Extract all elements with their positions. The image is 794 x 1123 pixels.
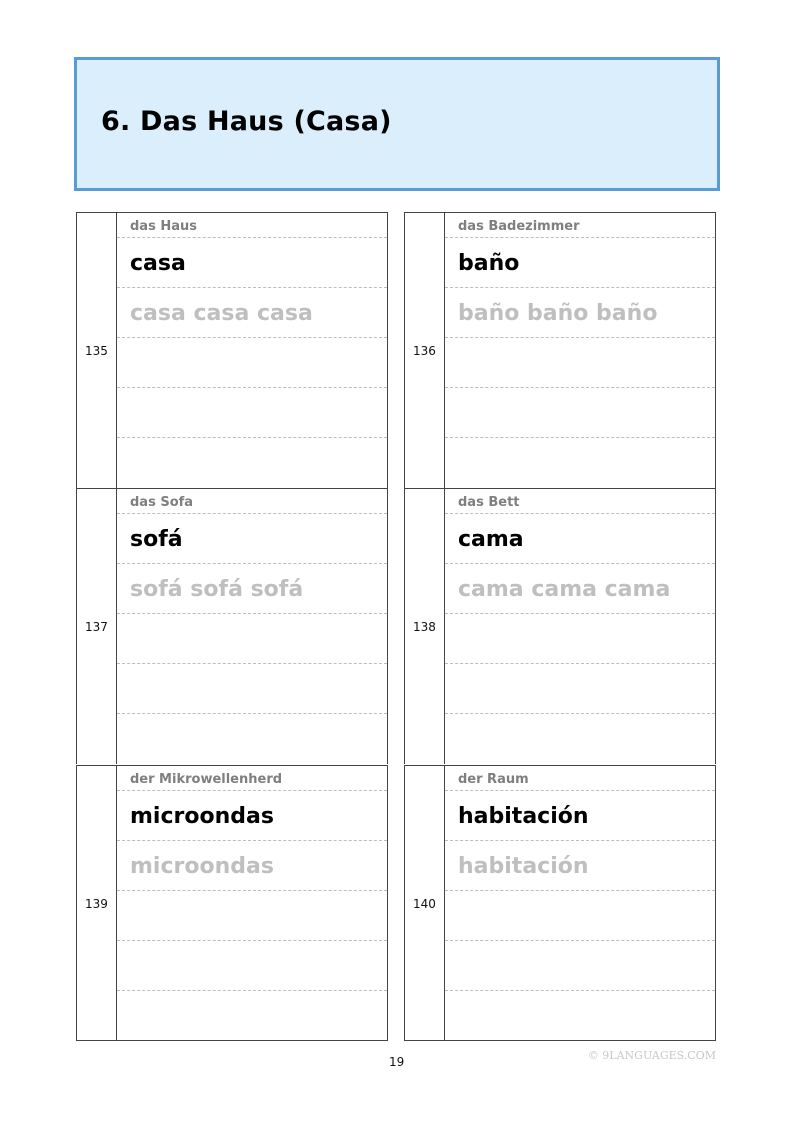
page-number: 19 xyxy=(389,1055,405,1069)
trace-row xyxy=(117,841,387,891)
entry-number-column xyxy=(77,766,117,1040)
practice-line xyxy=(445,614,715,664)
tracing-text: casa casa casa xyxy=(130,301,313,326)
german-meaning: der Mikrowellenherd xyxy=(130,772,283,787)
word-row xyxy=(445,791,715,841)
word-row xyxy=(445,238,715,288)
entry-number: 135 xyxy=(85,344,108,358)
german-meaning: das Haus xyxy=(130,219,197,234)
practice-line xyxy=(117,338,387,388)
spanish-word: baño xyxy=(458,251,520,276)
entry-number-column xyxy=(405,213,445,488)
practice-line xyxy=(117,664,387,714)
meaning-row xyxy=(117,489,387,514)
practice-line xyxy=(117,614,387,664)
tracing-text: microondas xyxy=(130,854,274,879)
vocab-card-139 xyxy=(76,765,388,1041)
writing-lines xyxy=(117,489,387,764)
practice-line xyxy=(117,941,387,991)
entry-number: 137 xyxy=(85,620,108,634)
practice-line xyxy=(445,991,715,1042)
writing-lines xyxy=(445,213,715,488)
entry-number-column xyxy=(405,766,445,1040)
spanish-word: casa xyxy=(130,251,186,276)
writing-lines xyxy=(117,766,387,1040)
german-meaning: der Raum xyxy=(458,772,529,787)
word-row xyxy=(117,791,387,841)
meaning-row xyxy=(445,213,715,238)
practice-line xyxy=(117,714,387,765)
vocab-card-137 xyxy=(76,488,388,764)
practice-line xyxy=(445,438,715,489)
chapter-title: 6. Das Haus (Casa) xyxy=(101,106,392,137)
entry-number-column xyxy=(77,213,117,488)
spanish-word: cama xyxy=(458,527,524,552)
entry-number: 138 xyxy=(413,620,436,634)
word-row xyxy=(445,514,715,564)
vocab-card-136 xyxy=(404,212,716,488)
trace-row xyxy=(445,841,715,891)
tracing-text: sofá sofá sofá xyxy=(130,577,304,602)
meaning-row xyxy=(445,489,715,514)
practice-line xyxy=(445,714,715,765)
vocab-card-135 xyxy=(76,212,388,488)
word-row xyxy=(117,238,387,288)
tracing-text: baño baño baño xyxy=(458,301,658,326)
chapter-title-box xyxy=(74,57,720,191)
entry-number: 136 xyxy=(413,344,436,358)
writing-lines xyxy=(445,489,715,764)
german-meaning: das Sofa xyxy=(130,495,194,510)
trace-row xyxy=(117,288,387,338)
meaning-row xyxy=(117,213,387,238)
vocab-card-138 xyxy=(404,488,716,764)
entry-number: 140 xyxy=(413,897,436,911)
writing-lines xyxy=(445,766,715,1040)
tracing-text: habitación xyxy=(458,854,589,879)
entry-number: 139 xyxy=(85,897,108,911)
entry-number-column xyxy=(77,489,117,764)
spanish-word: sofá xyxy=(130,527,183,552)
meaning-row xyxy=(117,766,387,791)
practice-line xyxy=(117,891,387,941)
meaning-row xyxy=(445,766,715,791)
practice-line xyxy=(445,664,715,714)
german-meaning: das Badezimmer xyxy=(458,219,580,234)
trace-row xyxy=(445,564,715,614)
word-row xyxy=(117,514,387,564)
practice-line xyxy=(117,438,387,489)
practice-line xyxy=(445,338,715,388)
practice-line xyxy=(445,891,715,941)
copyright-notice: © 9LANGUAGES.COM xyxy=(587,1049,716,1062)
trace-row xyxy=(445,288,715,338)
german-meaning: das Bett xyxy=(458,495,520,510)
tracing-text: cama cama cama xyxy=(458,577,671,602)
trace-row xyxy=(117,564,387,614)
practice-line xyxy=(117,388,387,438)
writing-lines xyxy=(117,213,387,488)
spanish-word: habitación xyxy=(458,804,589,829)
spanish-word: microondas xyxy=(130,804,274,829)
practice-line xyxy=(445,388,715,438)
practice-line xyxy=(445,941,715,991)
entry-number-column xyxy=(405,489,445,764)
practice-line xyxy=(117,991,387,1042)
vocab-card-140 xyxy=(404,765,716,1041)
